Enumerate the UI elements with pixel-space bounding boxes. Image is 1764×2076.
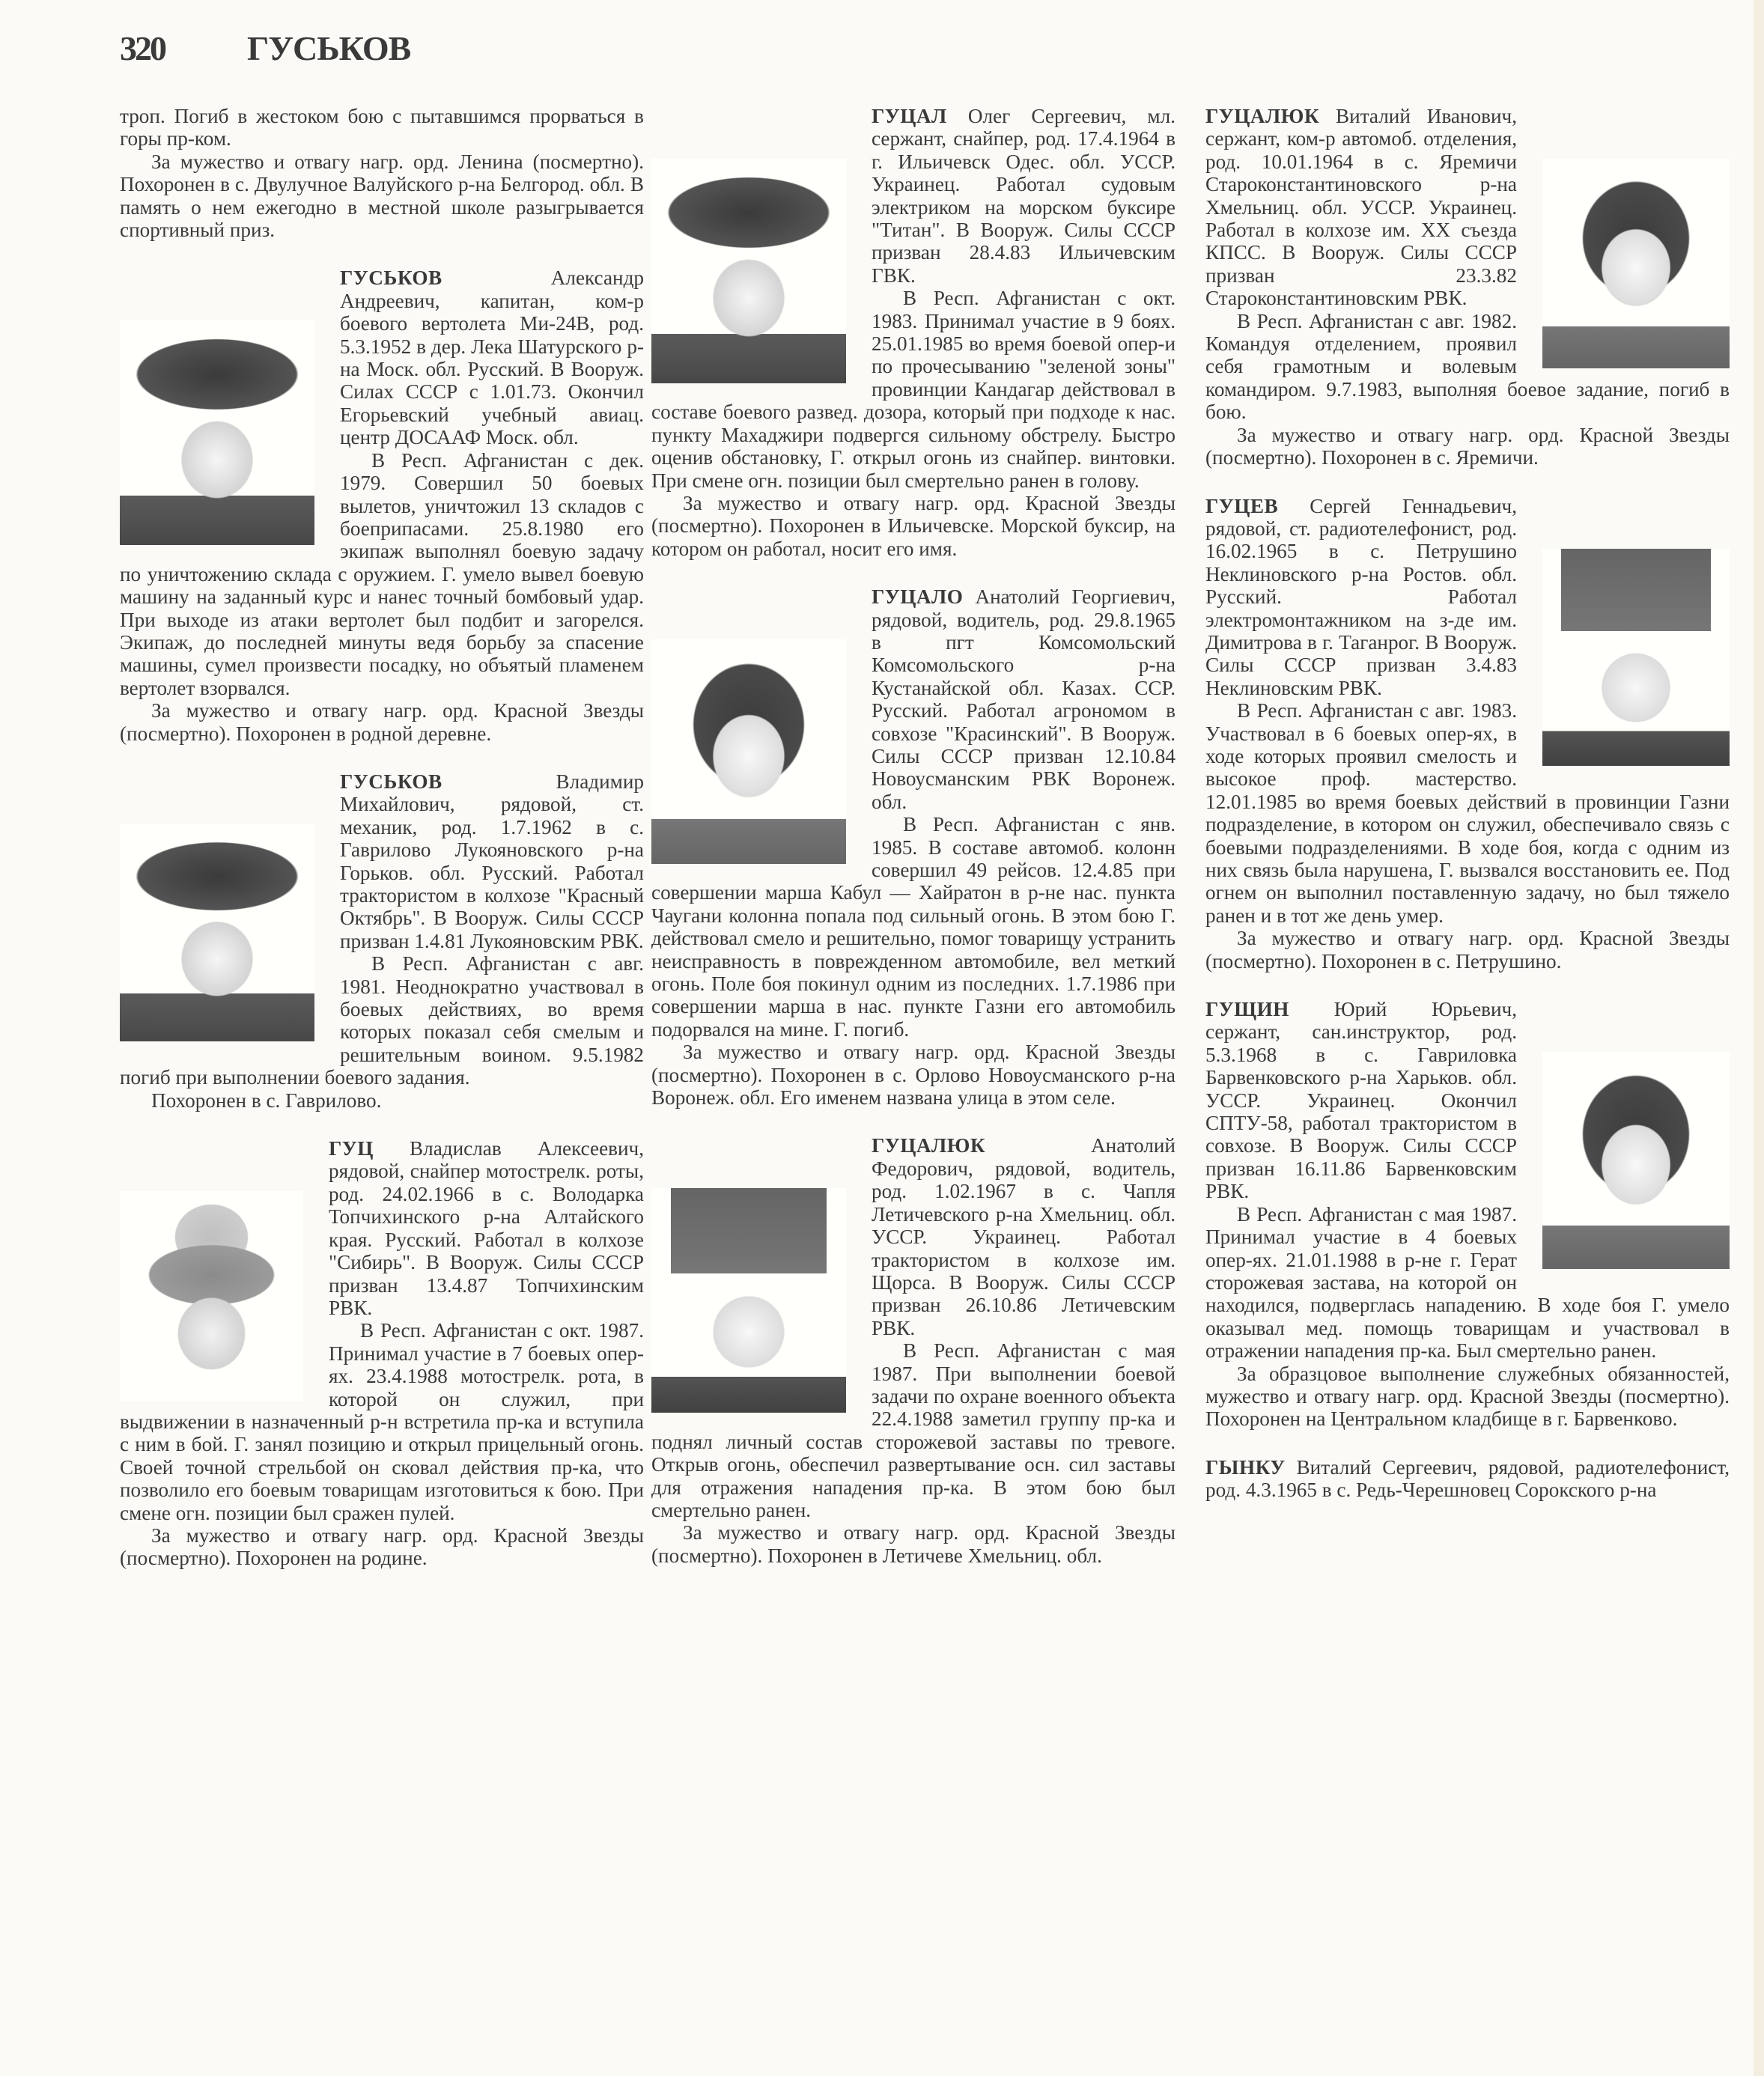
entry-bio: Юрий Юрьевич, сержант, сан.инструктор, род. 5.3.1968 в с. Гавриловка Барвенковского р-на Харьков. обл. УССР. Украинец. Окончил СПТУ-58, работал трактористом в совхозе. В Вооруж. Силы СССР призван 16.11.86 Барвенковским РВК. [1205,998,1517,1203]
entry-bio: Анатолий Георгиевич, рядовой, водитель, род. 29.8.1965 в пгт Комсомольский Комсомольского р-на Кустанайской обл. Казах. ССР. Русский. Работал агрономом в совхозе "Красинский". В Вооруж. Силы СССР призван 12.10.84 Новоусманским РВК Воронеж. обл. [872,585,1176,813]
entry-surname: ГУЦЕВ [1205,494,1279,517]
entry-paragraph: троп. Погиб в жестоком бою с пытавшимся прорваться в горы пр-ком. [120,105,644,150]
entry-service: В Респ. Афганистан с янв. 1985. В составе автомоб. колонн совершил 49 рейсов. 12.4.85 при совершении марша Кабул — Хайратон в р-не нас. пункта Чаугани колонна попала под сильный огонь. В этом бою Г. действовал смело и решительно, помог товарищу устранить неисправность в поврежденном автомобиле, вел меткий огонь. Поле боя покинул одним из последних. 1.7.1986 при совершении марша в нас. пункте Газни его автомобиль подорвался на мине. Г. погиб. [651,813,1176,1041]
entry-award: За мужество и отвагу нагр. орд. Красной Звезды (посмертно). Похоронен на родине. [120,1523,644,1570]
entry-award: За мужество и отвагу нагр. орд. Красной Звезды (посмертно). Похоронен в с. Петрушино. [1205,927,1730,972]
entry-gynku-vitaliy [1205,1456,1730,1502]
entry-header [651,105,1176,287]
entry-header [1205,998,1730,1203]
column-1 [120,105,644,1595]
portrait-photo [120,1191,303,1401]
entry-bio: Владислав Алексеевич, рядовой, снайпер мотострелк. роты, род. 24.02.1966 в с. Володарка Топчихинского р-на Алтайского края. Русский. Работал в колхозе "Сибирь". В Вооруж. Силы СССР призван 13.4.87 Топчихинским РВК. [329,1137,644,1319]
entry-guts-vladislav [120,1137,644,1570]
entry-service: В Респ. Афганистан с мая 1987. При выполнении боевой задачи по охране военного объекта 22.4.1988 заметил группу пр-ка и поднял личный состав сторожевой заставы по тревоге. Открыв огонь, обеспечил развертывание осн. сил заставы для отражения нападения пр-ка. В этом бою был смертельно ранен. [651,1339,1176,1521]
entry-surname: ГЫНКУ [1205,1455,1286,1479]
entry-award: За мужество и отвагу нагр. орд. Ленина (посмертно). Похоронен в с. Двулучное Валуйского р-на Белгород. обл. В память о нем ежегодно в местной школе разыгрывается спортивный приз. [120,150,644,242]
entry-guskov-vladimir [120,770,644,1112]
entry-service: В Респ. Афганистан с окт. 1987. Принимал участие в 7 боевых опер-ях. 23.4.1988 мотострелк. рота, в которой он служил, при выдвижении в назначенный р-н встретила пр-ка и вступила с ним в бой. Г. занял позицию и открыл прицельный огонь. Своей точной стрельбой он сковал действия пр-ка, что позволило его боевым товарищам изготовиться к бою. При смене огн. позиции был сражен пулей. [120,1319,644,1524]
column-3 [1205,105,1730,1527]
entry-header [651,1134,1176,1339]
entry-bio: Владимир Михайлович, рядовой, ст. механик, род. 1.7.1962 в с. Гаврилово Лукояновского р-на Горьков. обл. Русский. Работал трактористом в колхозе "Красный Октябрь". В Вооруж. Силы СССР призван 1.4.81 Лукояновским РВК. [340,770,644,952]
entry-burial: Похоронен в с. Гаврилово. [151,1089,382,1112]
entry-gutsev-sergey [1205,495,1730,973]
entry-surname: ГУЦАЛ [872,105,947,127]
portrait-photo [651,159,846,383]
entry-gutsalo-anatoliy [651,585,1176,1109]
portrait-photo [1542,1052,1730,1269]
entry-header [120,1137,644,1319]
entry-header [651,585,1176,813]
entry-award: За мужество и отвагу нагр. орд. Красной Звезды (посмертно). Похоронен в Ильичевске. Морской буксир, на котором он работал, носит его имя. [651,491,1176,560]
entry-bio: Виталий Сергеевич, рядовой, радиотелефонист, род. 4.3.1965 в с. Редь-Черешновец Сорокского р-на [1205,1455,1730,1502]
entry-bio: Сергей Геннадьевич, рядовой, ст. радиотелефонист, род. 16.02.1965 в с. Петрушино Неклиновского р-на Ростов. обл. Русский. Работал электромонтажником на з-де им. Димитрова в г. Таганрог. В Вооруж. Силы СССР призван 3.4.83 Неклиновским РВК. [1205,494,1517,699]
entry-service: В Респ. Афганистан с авг. 1981. Неоднократно участвовал в боевых действиях, во время которых показал себя смелым и решительным воином. 9.5.1982 погиб при выполнении боевого задания. [120,952,644,1089]
entry-surname: ГУСЬКОВ [340,770,442,793]
page-number: 320 [120,29,165,67]
portrait-photo [1542,159,1730,368]
column-2 [651,105,1176,1592]
entry-surname: ГУЦАЛЮК [872,1134,986,1157]
entry-award: За образцовое выполнение служебных обязанностей, мужество и отвагу нагр. орд. Красной Звезды (посмертно). Похоронен на Центральном кладбище в г. Барвенково. [1205,1362,1730,1431]
entry-surname: ГУЩИН [1205,998,1289,1021]
entry-surname: ГУЦ [329,1137,374,1160]
entry-gushchin-yuriy [1205,998,1730,1431]
running-head: ГУСЬКОВ [247,29,411,67]
entry-service: В Респ. Афганистан с мая 1987. Принимал участие в 4 боевых опер-ях. 21.01.1988 в р-не г. Герат сторожевая застава, на которой он находился, подверглась нападению. В ходе боя Г. умело оказывал мед. помощь товарищам и участвовал в отражении нападения пр-ка. Был смертельно ранен. [1205,1202,1730,1363]
entry-header [120,770,644,952]
portrait-photo [120,824,314,1041]
entry-surname: ГУЦАЛЮК [1205,105,1320,127]
portrait-photo [120,320,314,545]
entry-surname: ГУСЬКОВ [340,267,442,290]
entry-bio: Александр Андреевич, капитан, ком-р боевого вертолета Ми-24В, род. 5.3.1952 в дер. Лека Шатурского р-на Моск. обл. Русский. В Вооруж. Силах СССР с 1.01.73. Окончил Егорьевский учебный авиац. центр ДОСААФ Моск. обл. [340,267,644,449]
page-edge [1754,0,1764,2076]
entry-gutsal-oleg [651,105,1176,560]
entry-header [1205,495,1730,700]
entry-service: В Респ. Афганистан с дек. 1979. Совершил 50 боевых вылетов, уничтожил 13 складов с боеприпасами. 25.8.1980 его экипаж выполнял боевую задачу по уничтожению склада с оружием. Г. умело вывел боевую машину на заданный курс и нанес точный бомбовый удар. При выходе из атаки вертолет был подбит и загорелся. Экипаж, до последней минуты ведя борьбу за спасение машины, сумел произвести посадку, но объятый пламенем вертолет взорвался. [120,448,644,699]
entry-award: За мужество и отвагу нагр. орд. Красной Звезды (посмертно). Похоронен в с. Орлово Новоусманского р-на Воронеж. обл. Его именем названа улица в этом селе. [651,1041,1176,1109]
entry-service: В Респ. Афганистан с авг. 1982. Командуя отделением, проявил себя грамотным и волевым командиром. 9.7.1983, выполняя боевое задание, погиб в бою. [1205,309,1730,424]
entry-bio: Анатолий Федорович, рядовой, водитель, род. 1.02.1967 в с. Чапля Летичевского р-на Хмельниц. обл. УССР. Украинец. Работал трактористом в колхозе им. Щорса. В Вооруж. Силы СССР призван 26.10.86 Летичевским РВК. [872,1134,1176,1339]
entry-award: За мужество и отвагу нагр. орд. Красной Звезды (посмертно). Похоронен в Летичеве Хмельниц. обл. [651,1521,1176,1567]
entry-bio: Олег Сергеевич, мл. сержант, снайпер, род. 17.4.1964 в г. Ильичевск Одес. обл. УССР. Украинец. Работал судовым электриком на морском буксире "Титан". В Вооруж. Силы СССР призван 28.4.83 Ильичевским ГВК. [872,105,1176,287]
entry-gutsalyuk-vitaliy [1205,105,1730,469]
entry-award: За мужество и отвагу нагр. орд. Красной Звезды (посмертно). Похоронен в родной деревне. [120,699,644,745]
entry-gutsalyuk-anatoliy [651,1134,1176,1567]
entry-header [120,267,644,448]
entry-continuation [120,105,644,241]
entry-service: В Респ. Афганистан с окт. 1983. Принимал участие в 9 боях. 25.01.1985 во время боевой опер-и по прочесыванию "зеленой зоны" провинции Кандагар действовал в составе боевого развед. дозора, который при подходе к нас. пункту Махаджири подвергся сильному обстрелу. Быстро оценив обстановку, Г. открыл огонь из снайпер. винтовки. При смене огн. позиции был смертельно ранен в голову. [651,287,1176,492]
entry-guskov-aleksandr [120,267,644,745]
portrait-photo [651,639,846,864]
entry-surname: ГУЦАЛО [872,585,964,609]
portrait-photo [1542,549,1730,766]
portrait-photo [651,1188,846,1413]
entry-bio: Виталий Иванович, сержант, ком-р автомоб. отделения, род. 10.01.1964 в с. Яремичи Староконстантиновского р-на Хмельниц. обл. УССР. Украинец. Работал в колхозе им. XX съезда КПСС. В Вооруж. Силы СССР призван 23.3.82 Староконстантиновским РВК. [1205,105,1517,310]
entry-service: В Респ. Афганистан с авг. 1983. Участвовал в 6 боевых опер-ях, в ходе которых проявил смелость и высокое проф. мастерство. 12.01.1985 во время боевых действий в провинции Газни подразделение, в котором он служил, обеспечивало связь с боевыми подразделениями. В ходе боя, когда с одним из них связь была нарушена, Г. вызвался восстановить ее. Под огнем он выполнил поставленную задачу, но был тяжело ранен и в тот же день умер. [1205,699,1730,927]
page-header [120,28,410,73]
entry-header [1205,105,1730,310]
entry-award: За мужество и отвагу нагр. орд. Красной Звезды (посмертно). Похоронен в с. Яремичи. [1205,423,1730,469]
entry-header [1205,1456,1730,1502]
